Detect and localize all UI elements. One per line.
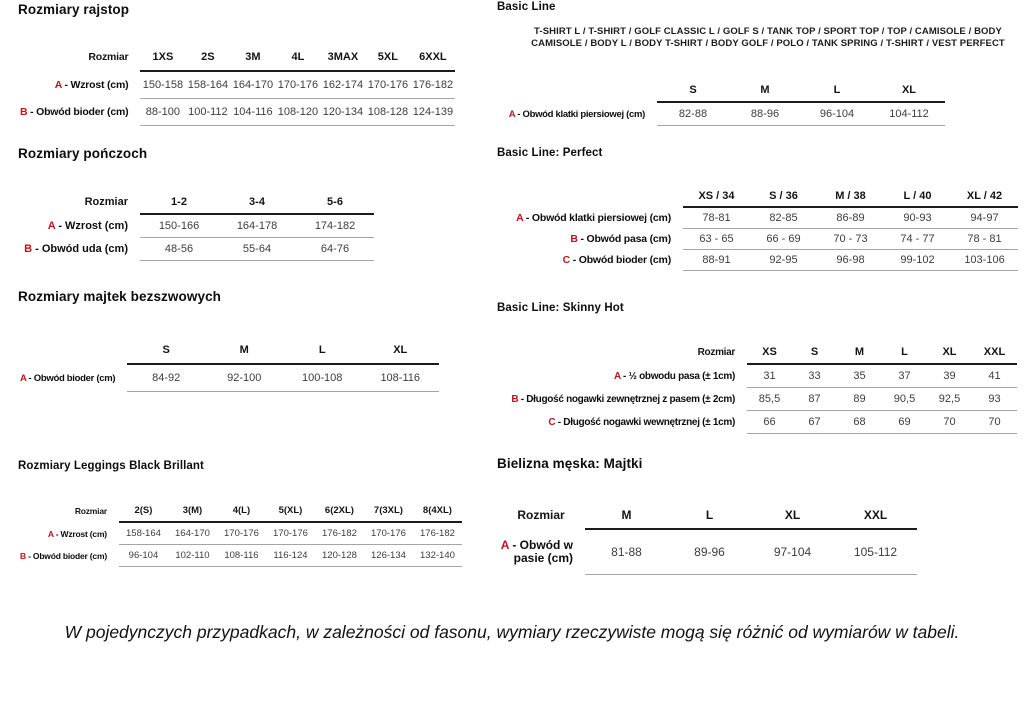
size-cell: 63 - 65 — [683, 229, 750, 250]
size-cell: 92-95 — [750, 250, 817, 271]
column-header: XXL — [834, 502, 917, 529]
section-leggings — [18, 459, 478, 567]
size-cell: 176-182 — [410, 71, 455, 99]
size-cell: 48-56 — [140, 238, 218, 261]
column-header: XS — [747, 341, 792, 364]
column-header: M — [837, 341, 882, 364]
size-cell: 55-64 — [218, 238, 296, 261]
column-header: L — [882, 341, 927, 364]
table-basic-line-skinny-hot — [497, 341, 1021, 434]
size-cell: 108-116 — [361, 364, 439, 392]
table-basic-line-perfect — [497, 186, 1021, 271]
size-cell: 96-104 — [119, 545, 168, 567]
table-bielizna-meska — [497, 502, 1021, 575]
size-cell: 33 — [792, 364, 837, 388]
size-cell: 64-76 — [296, 238, 374, 261]
header-row — [18, 337, 439, 364]
column-header: 2(S) — [119, 500, 168, 522]
row-letter: A — [47, 528, 54, 539]
size-cell: 68 — [837, 411, 882, 434]
column-header: 4L — [275, 44, 320, 71]
column-header: 4(L) — [217, 500, 266, 522]
column-header: M — [205, 337, 283, 364]
size-cell: 120-128 — [315, 545, 364, 567]
size-table — [18, 44, 455, 126]
product-list: T-SHIRT L / T-SHIRT / GOLF CLASSIC L / GOLF S / TANK TOP / SPORT TOP / TOP / CAMISOLE / BODY CAMISOLE / BODY L / BODY T-SHIRT / BODY GOLF / POLO / TANK SPRING / T-SHIRT / VEST PERFECT — [531, 26, 1005, 49]
table-row — [18, 214, 374, 238]
size-cell: 92,5 — [927, 388, 972, 411]
size-cell: 89-96 — [668, 529, 751, 575]
size-cell: 164-170 — [230, 71, 275, 99]
size-cell: 90-93 — [884, 207, 951, 229]
size-cell: 108-128 — [365, 99, 410, 126]
row-label: B - Długość nogawki zewnętrznej z pasem (± 2cm) — [511, 393, 735, 405]
row-label: B - Obwód bioder (cm) — [20, 550, 107, 561]
column-header: 6XXL — [410, 44, 455, 71]
table-corner-label: Rozmiar — [74, 505, 107, 516]
row-letter: A — [614, 370, 621, 382]
table-row — [18, 364, 439, 392]
table-majtki-bezszwowe — [18, 337, 478, 392]
column-header: XL — [927, 341, 972, 364]
size-cell: 176-182 — [315, 522, 364, 545]
size-cell: 85,5 — [747, 388, 792, 411]
table-corner-label — [497, 79, 657, 102]
section-title-leggings: Rozmiary Leggings Black Brillant — [18, 460, 204, 472]
size-cell: 88-91 — [683, 250, 750, 271]
table-row — [18, 238, 374, 261]
table-row — [497, 388, 1017, 411]
table-corner-label: Rozmiar — [517, 507, 565, 522]
size-cell: 81-88 — [585, 529, 668, 575]
column-header: 2S — [185, 44, 230, 71]
row-label: A - ½ obwodu pasa (± 1cm) — [614, 370, 735, 382]
section-title-basic-line-perfect: Basic Line: Perfect — [497, 147, 603, 159]
table-row — [497, 229, 1018, 250]
size-table — [18, 337, 439, 392]
size-cell: 97-104 — [751, 529, 834, 575]
size-cell: 100-112 — [185, 99, 230, 126]
size-cell: 94-97 — [951, 207, 1018, 229]
size-cell: 89 — [837, 388, 882, 411]
column-header: L — [283, 337, 361, 364]
size-cell: 170-176 — [266, 522, 315, 545]
row-label: A - Obwód bioder (cm) — [20, 372, 116, 384]
column-header: 3(M) — [168, 500, 217, 522]
size-cell: 78-81 — [683, 207, 750, 229]
size-cell: 126-134 — [364, 545, 413, 567]
header-row — [497, 502, 917, 529]
section-bielizna-meska — [497, 456, 1021, 575]
column-header: S / 36 — [750, 186, 817, 207]
row-letter: B — [20, 106, 28, 118]
table-row — [18, 545, 462, 567]
row-label: A - Wzrost (cm) — [54, 79, 129, 91]
row-label: B - Obwód pasa (cm) — [570, 233, 671, 245]
row-label: C - Długość nogawki wewnętrznej (± 1cm) — [548, 416, 735, 428]
row-letter: B — [570, 233, 578, 245]
column-header: 1-2 — [140, 191, 218, 214]
size-table — [497, 502, 917, 575]
size-cell: 82-85 — [750, 207, 817, 229]
row-label: A - Obwód klatki piersiowej (cm) — [516, 212, 671, 224]
size-cell: 108-116 — [217, 545, 266, 567]
table-rajstopy — [18, 44, 478, 126]
size-cell: 103-106 — [951, 250, 1018, 271]
row-letter: A — [516, 212, 524, 224]
header-row — [18, 500, 462, 522]
footnote: W pojedynczych przypadkach, w zależności od fasonu, wymiary rzeczywiste mogą się różnić od wymiarów w tabeli. — [64, 622, 960, 642]
table-row — [497, 364, 1017, 388]
size-table — [497, 186, 1018, 271]
column-header: 5(XL) — [266, 500, 315, 522]
table-row — [18, 99, 455, 126]
size-cell: 99-102 — [884, 250, 951, 271]
column-header: XL — [751, 502, 834, 529]
table-row — [497, 207, 1018, 229]
row-letter: A — [54, 79, 62, 91]
table-row — [18, 522, 462, 545]
size-cell: 164-170 — [168, 522, 217, 545]
size-table — [497, 79, 945, 126]
table-row — [497, 102, 945, 126]
row-letter: A — [508, 108, 515, 120]
size-cell: 88-96 — [729, 102, 801, 126]
size-cell: 116-124 — [266, 545, 315, 567]
size-cell: 170-176 — [364, 522, 413, 545]
table-corner-label — [497, 186, 683, 207]
size-cell: 170-176 — [275, 71, 320, 99]
column-header: M — [729, 79, 801, 102]
size-cell: 158-164 — [119, 522, 168, 545]
size-cell: 90,5 — [882, 388, 927, 411]
size-cell: 170-176 — [365, 71, 410, 99]
size-cell: 164-178 — [218, 214, 296, 238]
size-cell: 70 — [927, 411, 972, 434]
row-label: A - Wzrost (cm) — [47, 220, 128, 232]
size-cell: 67 — [792, 411, 837, 434]
row-label: A - Obwód klatki piersiowej (cm) — [508, 108, 645, 120]
table-corner-label: Rozmiar — [84, 196, 128, 208]
size-cell: 87 — [792, 388, 837, 411]
column-header: 5XL — [365, 44, 410, 71]
header-row — [18, 191, 374, 214]
row-letter: C — [562, 254, 570, 266]
table-row — [18, 71, 455, 99]
size-cell: 102-110 — [168, 545, 217, 567]
size-cell: 100-108 — [283, 364, 361, 392]
row-label: C - Obwód bioder (cm) — [562, 254, 671, 266]
section-title-basic-line-skinny-hot: Basic Line: Skinny Hot — [497, 302, 624, 314]
size-cell: 104-116 — [230, 99, 275, 126]
size-cell: 132-140 — [413, 545, 462, 567]
size-cell: 170-176 — [217, 522, 266, 545]
column-header: XL — [873, 79, 945, 102]
column-header: 7(3XL) — [364, 500, 413, 522]
size-cell: 150-166 — [140, 214, 218, 238]
size-cell: 86-89 — [817, 207, 884, 229]
size-cell: 84-92 — [127, 364, 205, 392]
row-letter: B — [20, 550, 26, 561]
size-cell: 74 - 77 — [884, 229, 951, 250]
size-cell: 35 — [837, 364, 882, 388]
row-label: A - Wzrost (cm) — [47, 528, 107, 539]
row-label: B - Obwód bioder (cm) — [20, 106, 129, 118]
section-basic-line — [497, 0, 1021, 126]
column-header: XS / 34 — [683, 186, 750, 207]
row-letter: C — [548, 416, 556, 428]
size-cell: 92-100 — [205, 364, 283, 392]
size-cell: 104-112 — [873, 102, 945, 126]
column-header: 1XS — [140, 44, 185, 71]
section-title-basic-line: Basic Line — [497, 1, 556, 13]
size-cell: 66 - 69 — [750, 229, 817, 250]
table-corner-label — [18, 337, 127, 364]
size-cell: 158-164 — [185, 71, 230, 99]
size-cell: 162-174 — [320, 71, 365, 99]
column-header: XXL — [972, 341, 1017, 364]
column-header: L — [668, 502, 751, 529]
section-ponczochy — [18, 146, 478, 261]
column-header: L — [801, 79, 873, 102]
table-corner-label: Rozmiar — [88, 51, 129, 63]
size-cell: 176-182 — [413, 522, 462, 545]
size-cell: 70 — [972, 411, 1017, 434]
size-cell: 174-182 — [296, 214, 374, 238]
size-cell: 78 - 81 — [951, 229, 1018, 250]
section-rajstopy — [18, 2, 478, 126]
section-title-majtki-bezszwowe: Rozmiary majtek bezszwowych — [18, 289, 222, 304]
table-ponczochy — [18, 191, 478, 261]
size-cell: 37 — [882, 364, 927, 388]
column-header: 3MAX — [320, 44, 365, 71]
size-cell: 66 — [747, 411, 792, 434]
header-row — [497, 79, 945, 102]
section-title-bielizna-meska: Bielizna męska: Majtki — [497, 456, 643, 471]
size-cell: 41 — [972, 364, 1017, 388]
row-letter: A — [500, 538, 509, 552]
table-row — [497, 529, 917, 575]
size-cell: 31 — [747, 364, 792, 388]
column-header: 3M — [230, 44, 275, 71]
column-header: XL — [361, 337, 439, 364]
size-table — [18, 191, 374, 261]
size-cell: 96-104 — [801, 102, 873, 126]
size-cell: 120-134 — [320, 99, 365, 126]
table-leggings — [18, 500, 478, 567]
column-header: 5-6 — [296, 191, 374, 214]
table-corner-label: Rozmiar — [697, 346, 735, 358]
table-basic-line — [497, 79, 1021, 126]
row-letter: A — [20, 372, 27, 384]
section-basic-line-skinny-hot — [497, 301, 1021, 434]
section-majtki-bezszwowe — [18, 289, 478, 392]
column-header: M — [585, 502, 668, 529]
row-letter: B — [24, 243, 33, 255]
column-header: 8(4XL) — [413, 500, 462, 522]
column-header: XL / 42 — [951, 186, 1018, 207]
table-row — [497, 411, 1017, 434]
size-cell: 150-158 — [140, 71, 185, 99]
size-cell: 70 - 73 — [817, 229, 884, 250]
size-cell: 69 — [882, 411, 927, 434]
size-cell: 82-88 — [657, 102, 729, 126]
column-header: M / 38 — [817, 186, 884, 207]
size-table — [18, 500, 462, 567]
column-header: S — [657, 79, 729, 102]
size-cell: 39 — [927, 364, 972, 388]
size-cell: 124-139 — [410, 99, 455, 126]
row-label: A - Obwód w pasie (cm) — [500, 538, 573, 565]
row-label: B - Obwód uda (cm) — [24, 243, 128, 255]
column-header: S — [792, 341, 837, 364]
table-row — [497, 250, 1018, 271]
header-row — [497, 186, 1018, 207]
section-title-ponczochy: Rozmiary pończoch — [18, 146, 148, 161]
header-row — [18, 44, 455, 71]
column-header: 6(2XL) — [315, 500, 364, 522]
size-cell: 108-120 — [275, 99, 320, 126]
size-table — [497, 341, 1017, 434]
size-cell: 88-100 — [140, 99, 185, 126]
size-cell: 105-112 — [834, 529, 917, 575]
section-basic-line-perfect — [497, 146, 1021, 271]
column-header: 3-4 — [218, 191, 296, 214]
column-header: L / 40 — [884, 186, 951, 207]
row-letter: A — [47, 220, 56, 232]
column-header: S — [127, 337, 205, 364]
size-cell: 93 — [972, 388, 1017, 411]
size-cell: 96-98 — [817, 250, 884, 271]
row-letter: B — [511, 393, 519, 405]
section-title-rajstopy: Rozmiary rajstop — [18, 2, 130, 17]
header-row — [497, 341, 1017, 364]
